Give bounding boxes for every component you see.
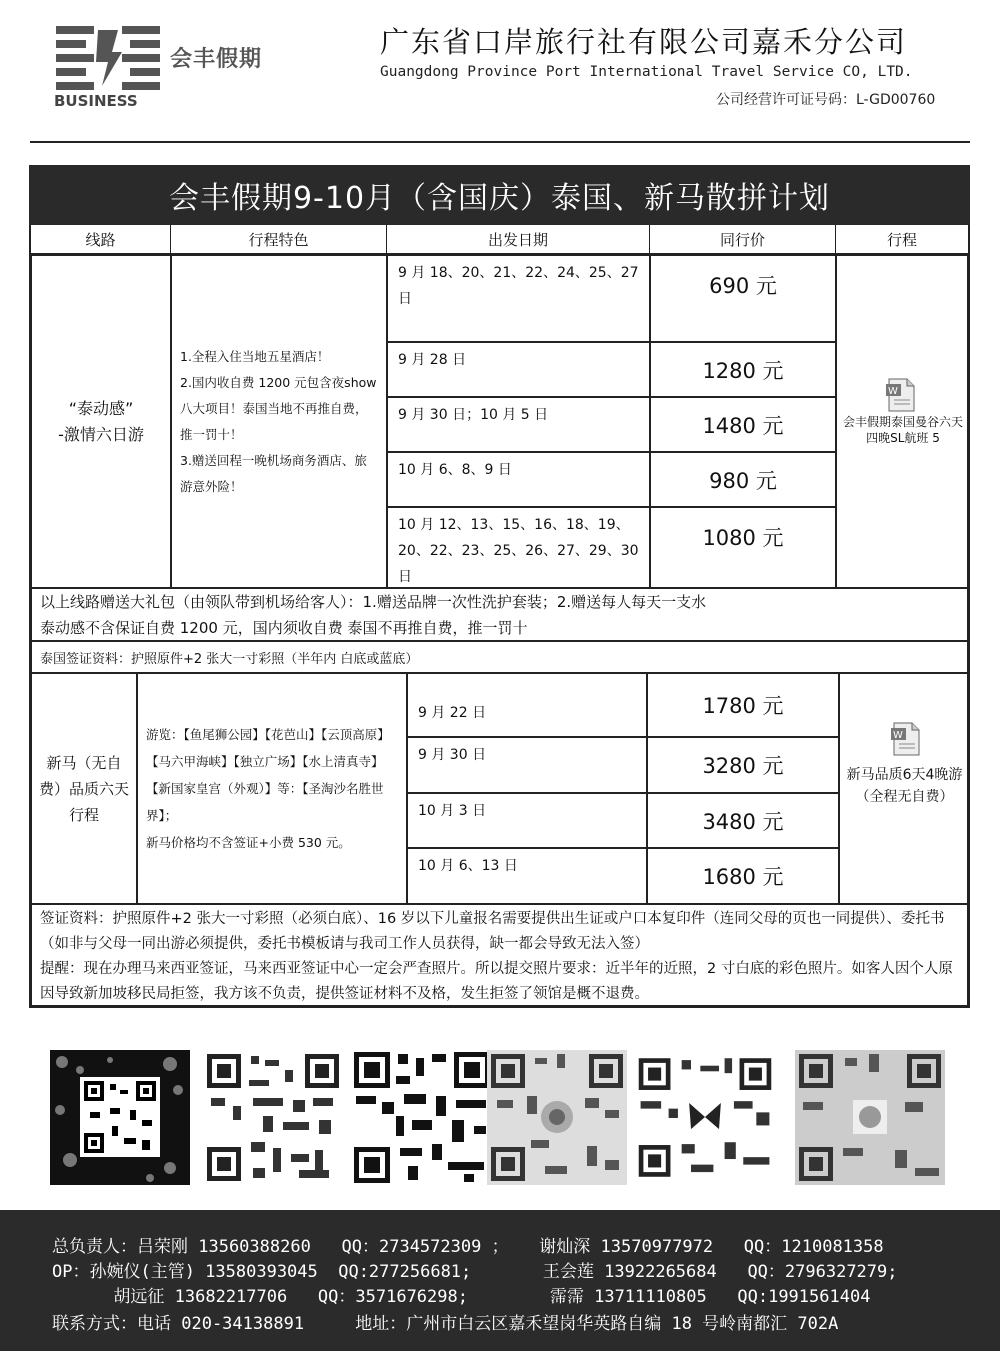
xinma-date-1: 9 月 22 日 — [407, 673, 647, 737]
thailand-price-5: 1080 元 — [650, 507, 836, 588]
col-header-dates: 出发日期 — [387, 225, 650, 255]
license-number: 公司经营许可证号码：L-GD00760 — [716, 92, 936, 108]
table-title: 会丰假期9-10月（含国庆）泰国、新马散拼计划 — [29, 165, 970, 225]
qr-code-2 — [203, 1050, 343, 1185]
xinma-features: 游览：【鱼尾狮公园】【花芭山】【云顶高原】【马六甲海峡】【独立广场】【水上清真寺】【新国家皇宫（外观）】等：【圣淘沙名胜世界】； 新马价格均不含签证+小费 530 元。 — [146, 727, 390, 850]
thailand-date-3: 9 月 30 日；10 月 5 日 — [387, 397, 650, 452]
svg-text:W: W — [888, 386, 898, 397]
col-header-price: 同行价 — [650, 225, 836, 255]
xinma-price-1: 1780 元 — [647, 673, 839, 737]
col-header-features: 行程特色 — [171, 225, 387, 255]
thailand-route: “泰动感” -激情六日游 — [31, 255, 171, 588]
word-document-icon[interactable] — [890, 722, 922, 756]
thailand-date-4: 10 月 6、8、9 日 — [387, 452, 650, 507]
xinma-date-4: 10 月 6、13 日 — [407, 848, 647, 904]
col-header-route: 线路 — [31, 225, 171, 255]
company-name-en: Guangdong Province Port International Travel Service CO, LTD. — [380, 64, 913, 80]
xinma-route: 新马（无自费）品质六天行程 — [31, 673, 137, 904]
qr-code-4 — [487, 1050, 627, 1185]
thailand-date-5: 10 月 12、13、15、16、18、19、20、22、23、25、26、27、29、30 日 — [387, 507, 650, 588]
qr-code-1 — [50, 1050, 190, 1185]
logo-caption: BUSINESS — [54, 92, 138, 110]
thailand-date-1: 9 月 18、20、21、22、24、25、27 日 — [387, 255, 650, 342]
thailand-visa-note: 泰国签证资料：护照原件+2 张大一寸彩照（半年内 白底或蓝底） — [31, 641, 968, 673]
thailand-gift-notes — [31, 588, 968, 641]
header-divider — [30, 141, 970, 143]
word-document-icon[interactable] — [885, 378, 917, 412]
xinma-price-4: 1680 元 — [647, 848, 839, 904]
footer-op-row-2: 胡远征 13682217706 QQ：3571676298; 霈霈 13711110805 QQ:1991561404 — [52, 1287, 871, 1307]
xinma-price-2: 3280 元 — [647, 737, 839, 793]
brand-name: 会丰假期 — [170, 47, 263, 72]
qr-code-6 — [795, 1050, 945, 1185]
xinma-price-3: 3480 元 — [647, 793, 839, 848]
thailand-itinerary-file[interactable]: 会丰假期泰国曼谷六天四晚SL航班 5 — [842, 415, 963, 445]
xinma-features-cell — [137, 673, 407, 904]
fee-note: 泰动感不含保证自费 1200 元，国内须收自费 泰国不再推自费，推一罚十 — [40, 619, 528, 637]
thailand-price-2: 1280 元 — [650, 342, 836, 397]
thailand-date-2: 9 月 28 日 — [387, 342, 650, 397]
thailand-price-1: 690 元 — [650, 255, 836, 342]
xinma-visa-note: 签证资料：护照原件+2 张大一寸彩照（必须白底）、16 岁以下儿童报名需要提供出生证或户口本复印件（连同父母的页也一同提供）、委托书（如非与父母一同出游必须提供，委托书模板请与我司工作人员获得，缺一都会导致无法入签） — [40, 911, 945, 952]
col-header-itinerary: 行程 — [836, 225, 968, 255]
footer-address-row: 联系方式：电话 020-34138891 地址：广州市白云区嘉禾望岗华英路自编 18 号岭南都汇 702A — [52, 1314, 839, 1334]
gift-note: 以上线路赠送大礼包（由领队带到机场给客人）：1.赠送品牌一次性洗护套装；2.赠送每人每天一支水 — [40, 593, 707, 611]
thailand-price-4: 980 元 — [650, 452, 836, 507]
thailand-features-cell — [171, 255, 387, 588]
thailand-price-3: 1480 元 — [650, 397, 836, 452]
footer-manager-row: 总负责人：吕荣刚 13560388260 QQ：2734572309 ； 谢灿深 13570977972 QQ：1210081358 — [52, 1237, 884, 1257]
xinma-date-2: 9 月 30 日 — [407, 737, 647, 793]
qr-code-5 — [635, 1050, 775, 1185]
company-logo — [52, 22, 172, 110]
thailand-features: 1.全程入住当地五星酒店！ 2.国内收自费 1200 元包含夜show 八大项目！泰国当地不再推自费，推一罚十！ 3.赠送回程一晚机场商务酒店、旅游意外险！ — [180, 348, 377, 494]
xinma-itinerary-file[interactable]: 新马品质6天4晚游（全程无自费） — [846, 767, 963, 805]
contact-footer — [0, 1210, 1000, 1351]
xinma-date-3: 10 月 3 日 — [407, 793, 647, 848]
qr-code-3 — [352, 1050, 492, 1185]
thailand-itinerary-cell — [836, 255, 968, 588]
xinma-reminder: 提醒：现在办理马来西亚签证，马来西亚签证中心一定会严查照片。所以提交照片要求：近半年的近照，2 寸白底的彩色照片。如客人因个人原因导致新加坡移民局拒签，我方该不负责，提供签证材料不及格，发生拒签了领馆是概不退费。 — [40, 961, 953, 1002]
svg-text:W: W — [893, 730, 903, 741]
company-name-cn: 广东省口岸旅行社有限公司嘉禾分公司 — [380, 25, 908, 59]
xinma-visa-notes — [31, 904, 968, 1006]
xinma-itinerary-cell — [839, 673, 968, 904]
footer-op-row: OP：孙婉仪(主管) 13580393045 QQ:277256681; 王会莲 13922265684 QQ：2796327279; — [52, 1262, 898, 1282]
